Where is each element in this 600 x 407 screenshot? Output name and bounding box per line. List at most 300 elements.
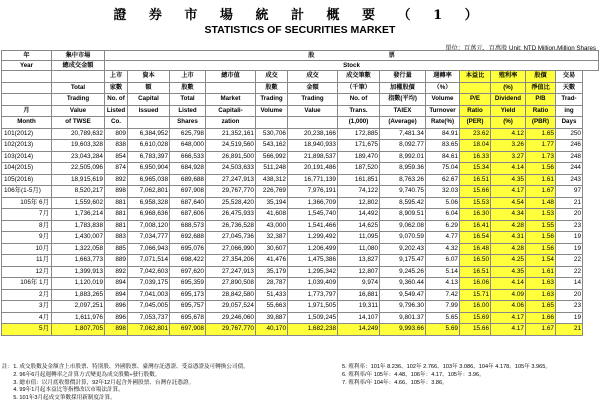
cell: 7,039,175	[128, 278, 170, 290]
cell: 7,976,191	[288, 186, 338, 198]
header-blank	[2, 94, 52, 106]
cell: 5.14	[426, 266, 460, 278]
cell: 226,769	[256, 186, 288, 198]
table-row	[2, 255, 599, 267]
cell: 6.04	[426, 209, 460, 221]
cell: 29,767,770	[206, 186, 256, 198]
cell: 4.14	[491, 163, 526, 175]
cell: 27,354,206	[206, 255, 256, 267]
cell: 1.77	[526, 140, 556, 152]
cell: 23,043,284	[52, 151, 105, 163]
cell: 9,974	[338, 278, 380, 290]
cell: 7,481.34	[380, 128, 426, 140]
cell: 4.34	[491, 209, 526, 221]
cell: 16,881	[338, 289, 380, 301]
cell: 894	[105, 278, 128, 290]
header-col-4: Volume	[256, 105, 288, 117]
cell: 9,796.30	[380, 301, 426, 313]
cell: 14,492	[338, 209, 380, 221]
header-trading-zh: 集中市場	[52, 51, 105, 61]
cell: 21,352,161	[206, 128, 256, 140]
report-title-chinese: 證 券 市 場 統 計 概 要 （ 1 ）	[113, 8, 487, 23]
cell: 13,827	[338, 255, 380, 267]
note-line: 7. 殖利率/年 104年：4.66、105年：3.86。	[342, 379, 448, 386]
cell: 246	[556, 140, 583, 152]
cell: 32.03	[426, 186, 460, 198]
cell: 894	[105, 289, 128, 301]
cell: 19	[556, 232, 583, 244]
cell: 29,057,524	[206, 301, 256, 313]
cell: 1.63	[526, 278, 556, 290]
row-label: 10月	[2, 243, 52, 255]
cell: 41,608	[256, 209, 288, 221]
cell: 21	[556, 197, 583, 209]
cell: 172,885	[338, 128, 380, 140]
cell: 1.54	[526, 255, 556, 267]
cell: 1.67	[526, 324, 556, 336]
cell: 1.56	[526, 232, 556, 244]
cell: 18,915,619	[52, 174, 105, 186]
cell: 74,122	[338, 186, 380, 198]
cell: 1.66	[526, 312, 556, 324]
cell: 896	[105, 312, 128, 324]
cell: 6,783,397	[128, 151, 170, 163]
cell: 26,891,500	[206, 151, 256, 163]
cell: 7.42	[426, 289, 460, 301]
cell: 20,191,486	[288, 163, 338, 175]
cell: 16.50	[460, 255, 491, 267]
header-col-3	[206, 82, 256, 94]
cell: 3.26	[491, 140, 526, 152]
table-row	[2, 128, 599, 140]
row-label: 101(2012)	[2, 128, 52, 140]
cell: 697,620	[170, 266, 206, 278]
cell: 4.25	[491, 255, 526, 267]
cell: 97	[556, 186, 583, 198]
header-trading-en: of TWSE	[52, 117, 105, 129]
cell: 27,066,990	[206, 243, 256, 255]
cell: 14,249	[338, 324, 380, 336]
cell: 161,851	[338, 174, 380, 186]
cell: 24,519,560	[206, 140, 256, 152]
cell: 16,771,139	[288, 174, 338, 186]
header-col-8: Turnover	[426, 105, 460, 117]
cell: 21,898,537	[288, 151, 338, 163]
header-col-11: 股價	[526, 71, 556, 83]
cell: 7,062,801	[128, 186, 170, 198]
cell: 8,763.26	[380, 174, 426, 186]
cell: 697,908	[170, 324, 206, 336]
header-col-12: Days	[556, 117, 583, 129]
cell: 6,384,952	[128, 128, 170, 140]
row-label: 106年 1月	[2, 278, 52, 290]
cell: 23	[556, 220, 583, 232]
cell: 27,045,736	[206, 232, 256, 244]
header-col-7: TAIEX	[380, 105, 426, 117]
cell: 9,740.75	[380, 186, 426, 198]
header-col-1: 額	[128, 82, 170, 94]
cell: 19	[556, 312, 583, 324]
cell: 41,476	[256, 255, 288, 267]
cell: 4.09	[491, 289, 526, 301]
cell: 6.07	[426, 255, 460, 267]
cell: 1.56	[526, 163, 556, 175]
row-label: 3月	[2, 301, 52, 313]
cell: 22	[556, 255, 583, 267]
header-col-6: 成交筆數	[338, 71, 380, 83]
cell: 9,202.43	[380, 243, 426, 255]
cell: 27,890,508	[206, 278, 256, 290]
cell: 883	[105, 232, 128, 244]
cell: 666,533	[170, 151, 206, 163]
cell: 688,573	[170, 220, 206, 232]
cell: 9,070.59	[380, 232, 426, 244]
table-row	[2, 232, 599, 244]
header-trading-en: Trading	[52, 94, 105, 106]
cell: 4.32	[426, 243, 460, 255]
cell: 28,787	[256, 278, 288, 290]
cell: 7,062,801	[128, 324, 170, 336]
cell: 8,992.01	[380, 151, 426, 163]
cell: 1,541,466	[288, 220, 338, 232]
cell: 189,470	[338, 151, 380, 163]
cell: 16.51	[460, 266, 491, 278]
cell: 39,887	[256, 312, 288, 324]
cell: 16.48	[460, 243, 491, 255]
cell: 648,000	[170, 140, 206, 152]
cell: 7,045,005	[128, 301, 170, 313]
cell: 35,194	[256, 197, 288, 209]
cell: 19	[556, 243, 583, 255]
cell: 16.30	[460, 209, 491, 221]
cell: 684,928	[170, 163, 206, 175]
cell: 1,971,505	[288, 301, 338, 313]
cell: 1,039,409	[288, 278, 338, 290]
cell: 22,505,096	[52, 163, 105, 175]
cell: 898	[105, 186, 128, 198]
header-col-8: Rate(%)	[426, 117, 460, 129]
row-label: 5月	[2, 324, 52, 336]
row-label: 7月	[2, 209, 52, 221]
cell: 1,773,797	[288, 289, 338, 301]
header-trading-en: Value	[52, 105, 105, 117]
cell: 1,120,019	[52, 278, 105, 290]
row-label: 4月	[2, 312, 52, 324]
table-row	[2, 301, 599, 313]
header-col-7: 加權股價	[380, 82, 426, 94]
cell: 5.65	[426, 312, 460, 324]
header-col-12: Trad-	[556, 94, 583, 106]
cell: 1,509,245	[288, 312, 338, 324]
cell: 20	[556, 209, 583, 221]
header-col-3: zation	[206, 117, 256, 129]
cell: 16.51	[460, 174, 491, 186]
cell: 4.35	[491, 266, 526, 278]
cell: 1.55	[526, 220, 556, 232]
header-col-3: Market	[206, 94, 256, 106]
cell: 9,245.26	[380, 266, 426, 278]
header-col-1: Capital	[128, 94, 170, 106]
cell: 6.29	[426, 220, 460, 232]
header-col-0: Co.	[105, 117, 128, 129]
header-col-4: 成交	[256, 71, 288, 83]
table-row	[2, 266, 599, 278]
cell: 26,475,933	[206, 209, 256, 221]
header-col-11: 淨值比	[526, 82, 556, 94]
cell: 62.67	[426, 174, 460, 186]
header-col-9: (PER)	[460, 117, 491, 129]
cell: 21	[556, 324, 583, 336]
cell: 16.33	[460, 151, 491, 163]
cell: 8,520,217	[52, 186, 105, 198]
header-col-12: 交易	[556, 71, 583, 83]
table-row	[2, 151, 599, 163]
cell: 27,247,913	[206, 174, 256, 186]
header-col-4	[256, 117, 288, 129]
header-col-2: 股數	[170, 82, 206, 94]
note-line: 4. 99年1月起本益比等指標改以市場法計算。	[2, 387, 124, 394]
header-col-9: P/E	[460, 94, 491, 106]
cell: 248	[556, 151, 583, 163]
table-row	[2, 324, 599, 336]
cell: 1,399,913	[52, 266, 105, 278]
cell: 1.65	[526, 128, 556, 140]
cell: 1,322,058	[52, 243, 105, 255]
header-col-8: Volume	[426, 94, 460, 106]
cell: 12,802	[338, 197, 380, 209]
cell: 1,682,238	[288, 324, 338, 336]
cell: 8,595.42	[380, 197, 426, 209]
cell: 9,549.47	[380, 289, 426, 301]
cell: 511,248	[256, 163, 288, 175]
cell: 898	[105, 324, 128, 336]
unit-label: 單位：百萬元，百萬股 Unit: NTD Million,Million Shares	[445, 45, 596, 52]
header-blank	[2, 71, 52, 83]
cell: 18.04	[460, 140, 491, 152]
header-year-zh: 年	[2, 51, 52, 61]
cell: 8,092.77	[380, 140, 426, 152]
cell: 187,520	[338, 163, 380, 175]
cell: 1,883,265	[52, 289, 105, 301]
cell: 15.66	[460, 186, 491, 198]
cell: 15.34	[460, 163, 491, 175]
cell: 15.66	[460, 324, 491, 336]
cell: 1,736,214	[52, 209, 105, 221]
header-col-12: ing	[556, 105, 583, 117]
cell: 22	[556, 266, 583, 278]
header-col-9	[460, 82, 491, 94]
cell: 20,238,166	[288, 128, 338, 140]
cell: 695,173	[170, 289, 206, 301]
cell: 543,162	[256, 140, 288, 152]
row-label: 102(2013)	[2, 140, 52, 152]
header-col-0: Listed	[105, 105, 128, 117]
header-col-5	[288, 117, 338, 129]
cell: 23	[556, 301, 583, 313]
cell: 35,179	[256, 266, 288, 278]
cell: 896	[105, 301, 128, 313]
cell: 4.17	[491, 312, 526, 324]
cell: 4.31	[491, 232, 526, 244]
cell: 16.54	[460, 232, 491, 244]
cell: 6,958,328	[128, 197, 170, 209]
cell: 9,062.08	[380, 220, 426, 232]
header-col-2: Shares	[170, 117, 206, 129]
row-label: 2月	[2, 289, 52, 301]
cell: 695,076	[170, 243, 206, 255]
table-row	[2, 243, 599, 255]
header-col-3: Capitali-	[206, 105, 256, 117]
cell: 1,807,705	[52, 324, 105, 336]
header-col-10: (%)	[491, 117, 526, 129]
cell: 5.06	[426, 197, 460, 209]
cell: 6,968,636	[128, 209, 170, 221]
cell: 892	[105, 174, 128, 186]
cell: 1.65	[526, 301, 556, 313]
note-line: 3. 總市值：以月底收盤價計算，92年12月起含外國股票、台灣存託憑證。	[2, 379, 195, 386]
row-label: 105年 6月	[2, 197, 52, 209]
header-col-5: Value	[288, 105, 338, 117]
cell: 15.53	[460, 197, 491, 209]
cell: 15.71	[460, 289, 491, 301]
header-col-11: Ratio	[526, 105, 556, 117]
row-label: 8月	[2, 220, 52, 232]
table-row	[2, 220, 599, 232]
cell: 19,311	[338, 301, 380, 313]
cell: 4.17	[491, 324, 526, 336]
row-label: 104(2015)	[2, 163, 52, 175]
cell: 15.69	[460, 312, 491, 324]
header-trading-en	[52, 71, 105, 83]
cell: 1,545,740	[288, 209, 338, 221]
header-col-7: 指數(平均)	[380, 94, 426, 106]
cell: 1,559,602	[52, 197, 105, 209]
header-col-5: 成交	[288, 71, 338, 83]
cell: 6,950,904	[128, 163, 170, 175]
header-col-3: 總市值	[206, 71, 256, 83]
cell: 7,066,943	[128, 243, 170, 255]
header-col-10: (%)	[491, 82, 526, 94]
cell: 9,801.37	[380, 312, 426, 324]
cell: 1.56	[526, 243, 556, 255]
cell: 7.99	[426, 301, 460, 313]
header-col-6: （千筆）	[338, 82, 380, 94]
header-year-en: Year	[2, 61, 52, 71]
cell: 889	[105, 255, 128, 267]
header-col-6: Trans.	[338, 105, 380, 117]
row-label: 106年(1-5月)	[2, 186, 52, 198]
header-col-1: Issued	[128, 105, 170, 117]
header-col-0: No. of	[105, 94, 128, 106]
header-col-4: Trading	[256, 94, 288, 106]
cell: 250	[556, 128, 583, 140]
header-col-5: 金額	[288, 82, 338, 94]
cell: 28,842,580	[206, 289, 256, 301]
table-row	[2, 163, 599, 175]
cell: 1.63	[526, 289, 556, 301]
header-trading-zh2: 總成交金額	[52, 61, 105, 71]
cell: 1,206,499	[288, 243, 338, 255]
cell: 7,008,120	[128, 220, 170, 232]
cell: 2,097,251	[52, 301, 105, 313]
cell: 4.14	[491, 278, 526, 290]
header-col-10: 殖利率	[491, 71, 526, 83]
cell: 29,246,060	[206, 312, 256, 324]
header-col-8: 週轉率	[426, 71, 460, 83]
note-line: 註：1. 成交股數及金額含上市股票、特別股、外國股票、臺灣存託憑證、受益憑證及可轉換公司債。	[2, 364, 249, 370]
cell: 566,992	[256, 151, 288, 163]
cell: 243	[556, 174, 583, 186]
table-row	[2, 186, 599, 198]
header-month-zh: 月	[2, 105, 52, 117]
cell: 18,940,933	[288, 140, 338, 152]
cell: 687,606	[170, 209, 206, 221]
cell: 1,295,342	[288, 266, 338, 278]
cell: 1.48	[526, 197, 556, 209]
note-line: 5. 101年3月起成交筆數採用新制度計算。	[2, 395, 116, 402]
cell: 1,430,007	[52, 232, 105, 244]
cell: 4.06	[491, 301, 526, 313]
cell: 16.41	[460, 220, 491, 232]
cell: 25,528,420	[206, 197, 256, 209]
cell: 24,503,633	[206, 163, 256, 175]
cell: 881	[105, 209, 128, 221]
header-col-0: 家數	[105, 82, 128, 94]
cell: 20,789,632	[52, 128, 105, 140]
cell: 1.53	[526, 209, 556, 221]
header-col-10: Dividend	[491, 94, 526, 106]
cell: 11,080	[338, 243, 380, 255]
cell: 697,908	[170, 186, 206, 198]
table-row	[2, 140, 599, 152]
header-col-7: 發行量	[380, 71, 426, 83]
cell: 625,798	[170, 128, 206, 140]
cell: 32,387	[256, 232, 288, 244]
row-label: 105(2016)	[2, 174, 52, 186]
cell: 8,909.51	[380, 209, 426, 221]
cell: 7,041,003	[128, 289, 170, 301]
cell: 27,247,913	[206, 266, 256, 278]
header-col-5: Trading	[288, 94, 338, 106]
cell: 84.61	[426, 151, 460, 163]
cell: 4.17	[491, 186, 526, 198]
cell: 838	[105, 140, 128, 152]
cell: 7,042,603	[128, 266, 170, 278]
cell: 695,757	[170, 301, 206, 313]
cell: 438,312	[256, 174, 288, 186]
report-title-english: STATISTICS OF SECURITIES MARKET	[204, 24, 396, 36]
cell: 809	[105, 128, 128, 140]
cell: 695,678	[170, 312, 206, 324]
cell: 881	[105, 197, 128, 209]
cell: 7,071,514	[128, 255, 170, 267]
cell: 9,360.44	[380, 278, 426, 290]
header-col-12: 天數	[556, 82, 583, 94]
cell: 8,959.36	[380, 163, 426, 175]
header-col-11: (PBR)	[526, 117, 556, 129]
header-col-9: Ratio	[460, 105, 491, 117]
table-row	[2, 174, 599, 186]
header-col-2: 上市	[170, 71, 206, 83]
cell: 6,965,038	[128, 174, 170, 186]
table-row	[2, 312, 599, 324]
cell: 4.77	[426, 232, 460, 244]
cell: 3.27	[491, 151, 526, 163]
header-col-11: P/B	[526, 94, 556, 106]
cell: 1,475,386	[288, 255, 338, 267]
cell: 692,688	[170, 232, 206, 244]
cell: 20	[556, 289, 583, 301]
